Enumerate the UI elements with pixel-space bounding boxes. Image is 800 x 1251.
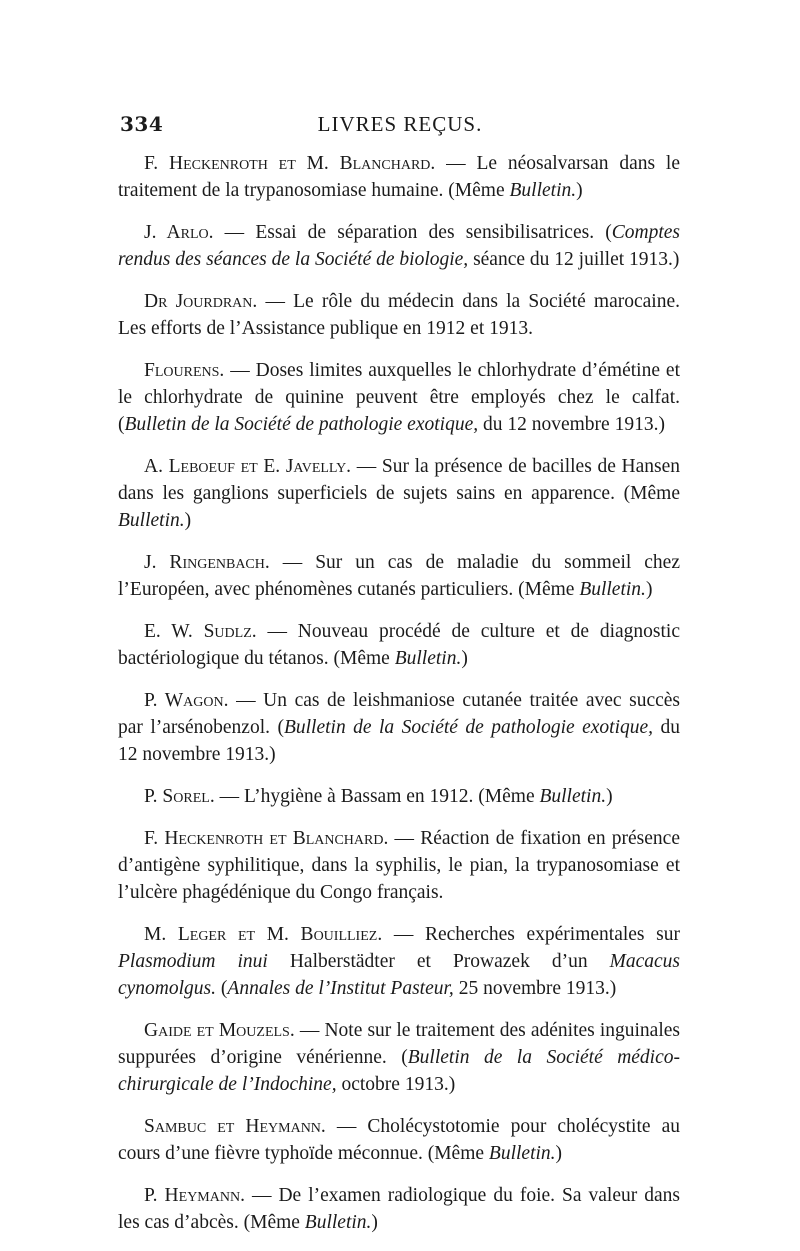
entry-authors: F. Heckenroth et M. Blanchard. [144,153,436,174]
entry-journal: Annales de l’Institut Pasteur, [227,978,454,999]
running-head: LIVRES REÇUS. [317,112,483,136]
entry-authors: P. Wagon. [144,690,229,711]
entry-tail: octobre 1913.) [336,1074,456,1095]
entry-journal: Bulletin. [488,1143,556,1164]
entry-authors: Dr Jourdran. [144,291,258,312]
entry-journal: Bulletin de la Société médico-chirurgicale de l’Indochine, [118,1047,681,1095]
entry-tail: ) [576,180,583,201]
entry-journal: Bulletin. [304,1212,372,1233]
entry-text: — Note sur le traitement des adénites inguinales suppurées d’origine vénérienne. ( [118,1020,680,1068]
list-item [118,618,680,672]
book-list [118,150,680,1251]
entry-text: — Le rôle du médecin dans la Société marocaine. Les efforts de l’Assistance publique en 1912 et 1913. [118,291,680,339]
entry-journal: Bulletin de la Société de pathologie exotique, [283,717,654,738]
entry-text: — Sur un cas de maladie du sommeil chez l’Européen, avec phénomènes cutanés particuliers. (Même [118,552,680,600]
entry-tail: séance du 12 juillet 1913.) [468,249,680,270]
entry-authors: Gaide et Mouzels. [144,1020,295,1041]
entry-authors: Sambuc et Heymann. [144,1116,326,1137]
entry-authors: Flourens. [144,360,225,381]
list-item [118,1182,680,1236]
entry-authors: E. W. Sudlz. [144,621,257,642]
entry-tail: du 12 novembre 1913.) [478,414,665,435]
entry-authors: F. Heckenroth et Blanchard. [144,828,389,849]
entry-text: — Recherches expérimentales sur [382,924,680,945]
entry-tail: Halberstädter et Prowazek d’un [267,951,610,972]
entry-journal: Bulletin. [539,786,607,807]
list-item [118,288,680,342]
entry-tail: ) [184,510,192,531]
entry-tail: ) [555,1143,563,1164]
entry-authors: J. Ringenbach. [144,552,270,573]
list-item [118,549,680,603]
page-number: 334 [120,112,164,136]
entry-authors: A. Leboeuf et E. Javelly. [144,456,352,477]
list-item [118,1017,680,1098]
list-item [118,453,680,534]
entry-tail: ) [645,579,653,600]
entry-authors: M. Leger et M. Bouilliez. [144,924,383,945]
entry-tail: ) [606,786,613,807]
list-item [118,921,680,1002]
list-item [118,687,680,768]
entry-text: — Sur la présence de bacilles de Hansen dans les ganglions superficiels de sujets sains en apparence. (Même [118,456,680,504]
list-item [118,783,680,810]
entry-text: — Réaction de fixation en présence d’antigène syphilitique, dans la syphilis, le pian, la trypanosomiase et l’ulcère phagédénique du Congo français. [118,828,680,903]
entry-journal: Bulletin. [579,579,646,600]
entry-text: — Nouveau procédé de culture et de diagnostic bactériologique du tétanos. (Même [118,621,680,669]
entry-text: — Cholécystotomie pour cholécystite au cours d’une fièvre typhoïde méconnue. (Même [118,1116,680,1164]
entry-journal: Bulletin. [509,180,577,201]
list-item [118,219,680,273]
entry-text: — L’hygiène à Bassam en 1912. (Même [214,786,540,807]
entry-journal: Bulletin de la Société de pathologie exotique, [124,414,479,435]
page-header [120,112,680,140]
entry-text: — Doses limites auxquelles le chlorhydrate d’émétine et le chlorhydrate de quinine peuvent être employés chez le calfat. ( [118,360,680,435]
entry-authors: J. Arlo. [144,222,214,243]
entry-text: — De l’examen radiologique du foie. Sa valeur dans les cas d’abcès. (Même [118,1185,680,1233]
entry-tail: du 12 novembre 1913.) [118,717,680,765]
entry-species: Plasmodium inui [118,951,268,972]
list-item [118,825,680,906]
entry-journal: Bulletin. [394,648,462,669]
entry-authors: P. Heymann. [144,1185,245,1206]
list-item [118,1113,680,1167]
entry-tail: ) [371,1212,378,1233]
entry-journal: Comptes rendus des séances de la Société de biologie, [118,222,680,270]
entry-open-paren: ( [216,978,228,999]
entry-tail: 25 novembre 1913.) [453,978,617,999]
list-item [118,357,680,438]
entry-authors: P. Sorel. [144,786,215,807]
entry-species-host: Macacus cynomolgus. [118,951,680,999]
entry-journal: Bulletin. [118,510,185,531]
entry-tail: ) [461,648,468,669]
entry-text: — Le néosalvarsan dans le traitement de la trypanosomiase humaine. (Même [118,153,681,201]
entry-text: — Essai de séparation des sensibilisatrices. ( [213,222,612,243]
entry-text: — Un cas de leishmaniose cutanée traitée avec succès par l’arsénobenzol. ( [118,690,680,738]
list-item [118,150,680,204]
